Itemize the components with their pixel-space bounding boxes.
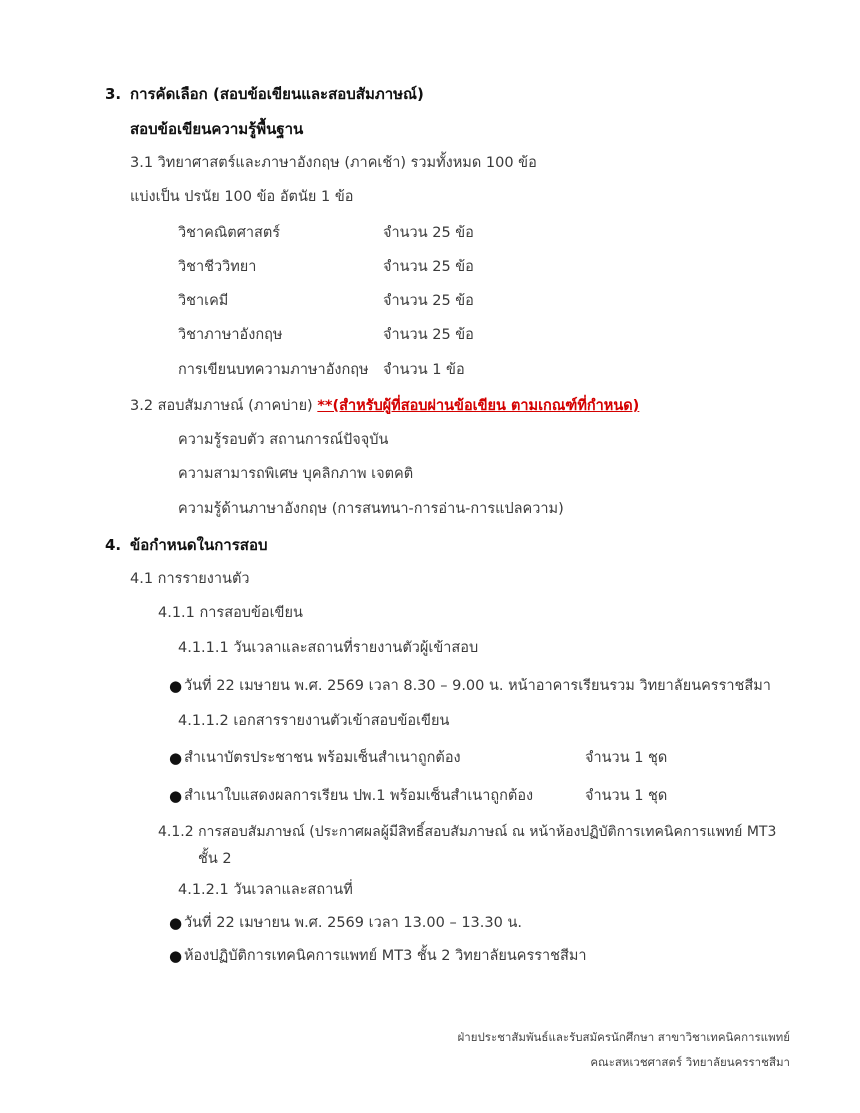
interview-location: ห้องปฏิบัติการเทคนิคการแพทย์ MT3 ชั้น 2 วิทยาลัยนครราชสีมา — [184, 948, 587, 964]
subject-count: จำนวน 25 ข้อ — [383, 327, 474, 343]
item-4-1-1-2: 4.1.1.2 เอกสารรายงานตัวเข้าสอบข้อเขียน — [178, 713, 450, 729]
written-exam-heading: สอบข้อเขียนความรู้พื้นฐาน — [130, 120, 304, 138]
bullet-dot: ● — [169, 914, 183, 932]
document-count: จำนวน 1 ชุด — [585, 788, 668, 804]
bullet-dot: ● — [169, 947, 183, 965]
bullet-dot: ● — [169, 677, 183, 695]
subject-name: การเขียนบทความภาษาอังกฤษ — [178, 362, 369, 378]
interview-date: วันที่ 22 เมษายน พ.ศ. 2569 เวลา 13.00 – 13.30 น. — [184, 915, 522, 931]
subject-name: วิชาเคมี — [178, 293, 229, 309]
bullet-dot: ● — [169, 787, 183, 805]
section-4-title: ข้อกำหนดในการสอบ — [130, 536, 268, 554]
interview-topic: ความรู้รอบตัว สถานการณ์ปัจจุบัน — [178, 432, 389, 448]
item-4-1-1: 4.1.1 การสอบข้อเขียน — [158, 605, 303, 621]
item-4-1: 4.1 การรายงานตัว — [130, 571, 250, 587]
subject-count: จำนวน 1 ข้อ — [383, 362, 465, 378]
item-4-1-2-line1: 4.1.2 การสอบสัมภาษณ์ (ประกาศผลผู้มีสิทธิ์สอบสัมภาษณ์ ณ หน้าห้องปฏิบัติการเทคนิคการแพทย์ MT3 — [158, 824, 777, 840]
footer-department: ฝ่ายประชาสัมพันธ์และรับสมัครนักศึกษา สาขาวิชาเทคนิคการแพทย์ — [457, 1030, 790, 1044]
subject-count: จำนวน 25 ข้อ — [383, 225, 474, 241]
subject-name: วิชาคณิตศาสตร์ — [178, 225, 281, 241]
section-4-number: 4. — [105, 536, 122, 554]
subject-name: วิชาภาษาอังกฤษ — [178, 327, 283, 343]
bullet-dot: ● — [169, 749, 183, 767]
document-count: จำนวน 1 ชุด — [585, 750, 668, 766]
document-name: สำเนาบัตรประชาชน พร้อมเซ็นสำเนาถูกต้อง — [184, 750, 461, 766]
item-3-2-label: 3.2 สอบสัมภาษณ์ (ภาคบ่าย) — [130, 398, 318, 414]
report-date-location: วันที่ 22 เมษายน พ.ศ. 2569 เวลา 8.30 – 9.00 น. หน้าอาคารเรียนรวม วิทยาลัยนครราชสีมา — [184, 678, 771, 694]
question-breakdown: แบ่งเป็น ปรนัย 100 ข้อ อัตนัย 1 ข้อ — [130, 189, 354, 205]
item-4-1-1-1: 4.1.1.1 วันเวลาและสถานที่รายงานตัวผู้เข้าสอบ — [178, 640, 479, 656]
item-3-2 — [130, 396, 639, 416]
subject-count: จำนวน 25 ข้อ — [383, 259, 474, 275]
item-3-2-note: **(สำหรับผู้ที่สอบผ่านข้อเขียน ตามเกณฑ์ที่กำหนด) — [317, 398, 640, 414]
item-4-1-2-1: 4.1.2.1 วันเวลาและสถานที่ — [178, 882, 353, 898]
item-4-1-2-line2: ชั้น 2 — [198, 851, 232, 867]
subject-count: จำนวน 25 ข้อ — [383, 293, 474, 309]
section-3-title: การคัดเลือก (สอบข้อเขียนและสอบสัมภาษณ์) — [130, 85, 424, 103]
document-name: สำเนาใบแสดงผลการเรียน ปพ.1 พร้อมเซ็นสำเนาถูกต้อง — [184, 788, 534, 804]
interview-topic: ความสามารถพิเศษ บุคลิกภาพ เจตคติ — [178, 466, 414, 482]
footer-faculty: คณะสหเวชศาสตร์ วิทยาลัยนครราชสีมา — [590, 1055, 790, 1069]
subject-name: วิชาชีววิทยา — [178, 259, 257, 275]
interview-topic: ความรู้ด้านภาษาอังกฤษ (การสนทนา-การอ่าน-การแปลความ) — [178, 501, 564, 517]
section-3-number: 3. — [105, 85, 122, 103]
item-3-1: 3.1 วิทยาศาสตร์และภาษาอังกฤษ (ภาคเช้า) รวมทั้งหมด 100 ข้อ — [130, 155, 537, 171]
